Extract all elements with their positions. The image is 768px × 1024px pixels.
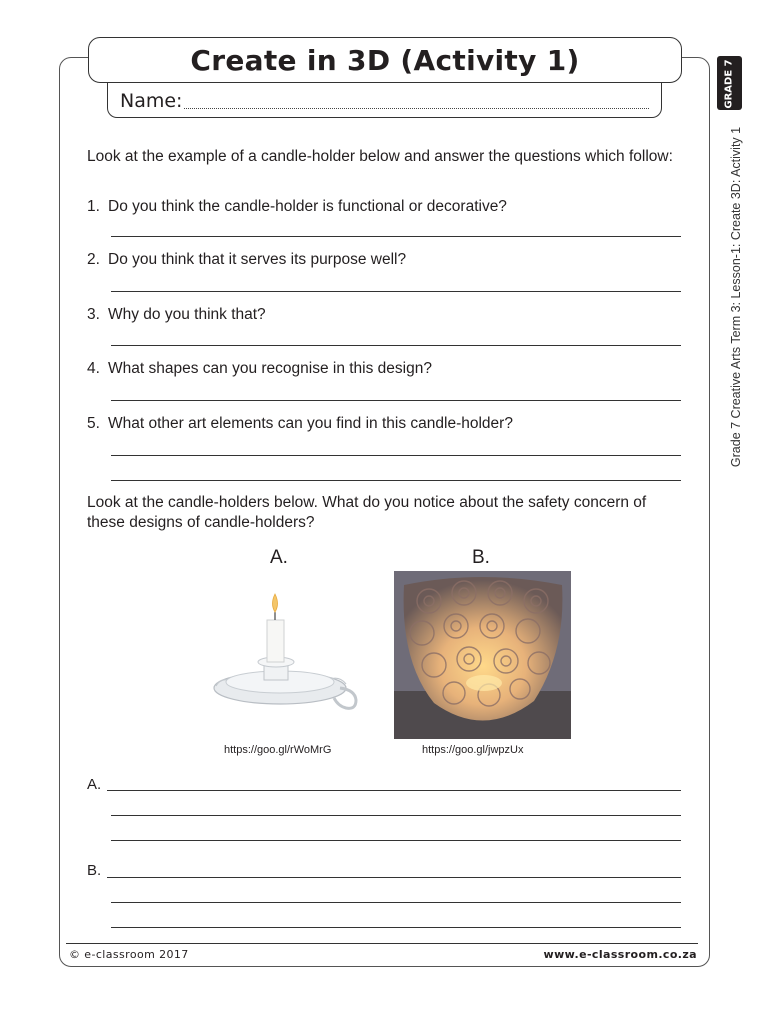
question-text: Do you think the candle-holder is functional or decorative?	[108, 198, 507, 215]
question-text: What other art elements can you find in this candle-holder?	[108, 415, 513, 432]
side-course-label: Grade 7 Creative Arts Term 3: Lesson-1: Create 3D: Activity 1	[729, 126, 743, 468]
footer-website[interactable]: www.e-classroom.co.za	[543, 948, 697, 961]
answer-line[interactable]	[111, 902, 681, 903]
answer-line[interactable]	[107, 790, 681, 791]
question-number: 2.	[87, 251, 100, 268]
footer-copyright: © e-classroom 2017	[69, 948, 189, 961]
section2-intro: Look at the candle-holders below. What do you notice about the safety concern of these designs of candle-holders?	[87, 494, 647, 531]
answer-line[interactable]	[111, 345, 681, 346]
answer-line[interactable]	[111, 840, 681, 841]
question-text: Why do you think that?	[108, 306, 266, 323]
question-text: Do you think that it serves its purpose well?	[108, 251, 407, 268]
name-label: Name:	[120, 90, 183, 112]
image-url-b[interactable]: https://goo.gl/jwpzUx	[422, 744, 524, 756]
answer-line[interactable]	[111, 400, 681, 401]
image-url-a[interactable]: https://goo.gl/rWoMrG	[224, 744, 332, 756]
answer-line[interactable]	[111, 815, 681, 816]
footer-divider	[66, 943, 698, 944]
title-banner	[88, 37, 682, 83]
answer-line[interactable]	[111, 455, 681, 456]
question-number: 4.	[87, 360, 100, 377]
answer-label-b: B.	[87, 862, 102, 879]
image-label-b: B.	[472, 547, 490, 568]
question-1	[87, 197, 507, 217]
answer-line[interactable]	[111, 927, 681, 928]
question-5	[87, 414, 513, 434]
section1-intro: Look at the example of a candle-holder below and answer the questions which follow:	[87, 148, 673, 165]
question-number: 5.	[87, 415, 100, 432]
answer-line[interactable]	[111, 291, 681, 292]
name-box	[107, 83, 662, 118]
answer-line[interactable]	[111, 236, 681, 237]
question-4	[87, 359, 432, 379]
candle-holder-image-a	[200, 576, 368, 730]
image-label-a: A.	[270, 547, 288, 568]
answer-line[interactable]	[111, 480, 681, 481]
answer-label-a: A.	[87, 776, 102, 793]
page-title: Create in 3D (Activity 1)	[190, 43, 580, 77]
question-2	[87, 250, 406, 270]
question-text: What shapes can you recognise in this design?	[108, 360, 432, 377]
question-number: 3.	[87, 306, 100, 323]
grade-tab-label: GRADE 7	[723, 59, 735, 109]
question-3	[87, 305, 266, 325]
name-field[interactable]	[184, 108, 649, 109]
lace-bowl-image-b	[394, 571, 571, 739]
question-number: 1.	[87, 198, 100, 215]
answer-line[interactable]	[107, 877, 681, 878]
